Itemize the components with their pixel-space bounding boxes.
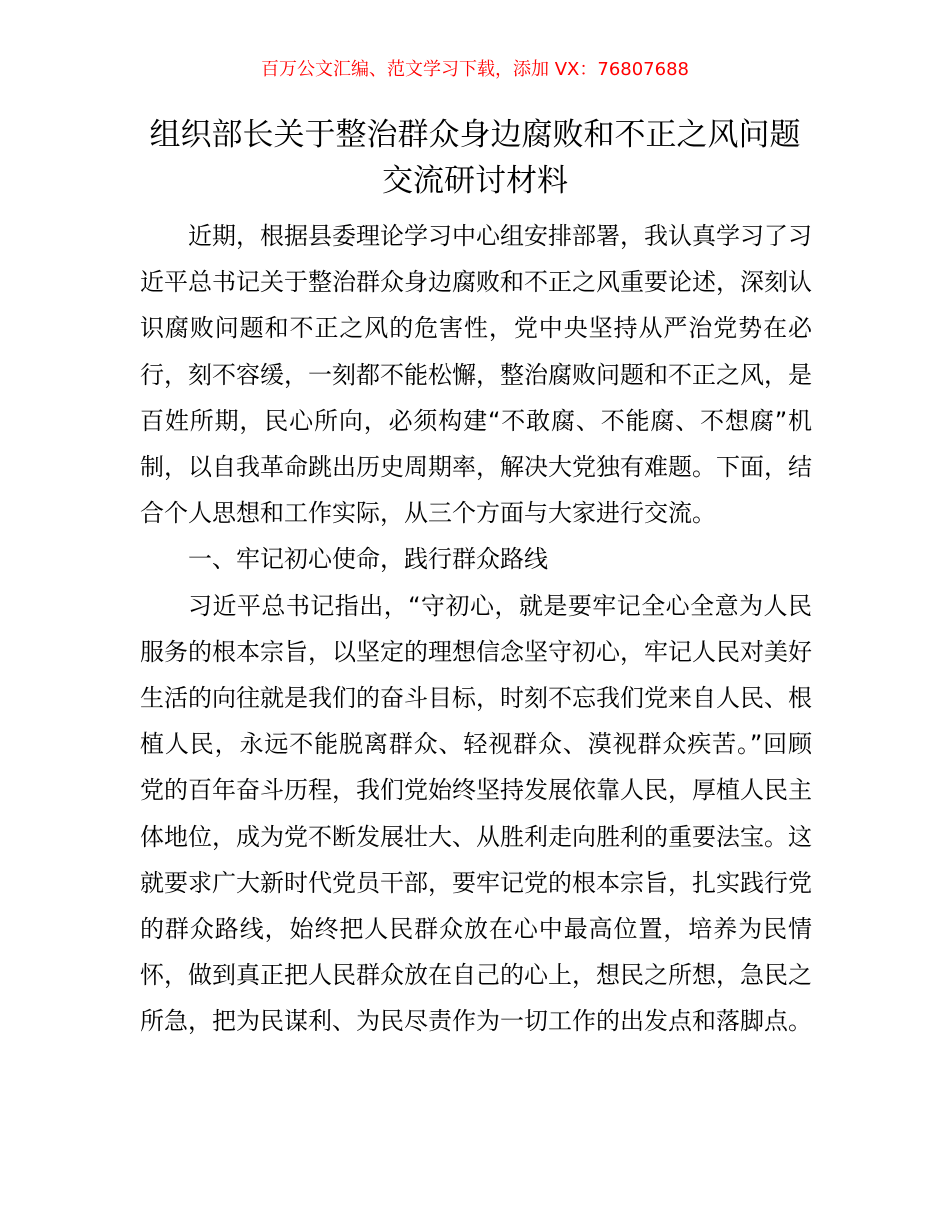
intro-paragraph: 近期，根据县委理论学习中心组安排部署，我认真学习了习近平总书记关于整治群众身边腐败和不正之风重要论述，深刻认识腐败问题和不正之风的危害性，党中央坚持从严治党势在必行，刻不容缓，一刻都不能松懈，整治腐败问题和不正之风，是百姓所期，民心所向，必须构建“不敢腐、不能腐、不想腐”机制，以自我革命跳出历史周期率，解决大党独有难题。下面，结合个人思想和工作实际，从三个方面与大家进行交流。 [140,222,812,528]
document-body [140,213,812,1045]
section-1-paragraph: 习近平总书记指出，“守初心，就是要牢记全心全意为人民服务的根本宗旨，以坚定的理想信念坚守初心，牢记人民对美好生活的向往就是我们的奋斗目标，时刻不忘我们党来自人民、根植人民，永远不能脱离群众、轻视群众、漠视群众疾苦。”回顾党的百年奋斗历程，我们党始终坚持发展依靠人民，厚植人民主体地位，成为党不断发展壮大、从胜利走向胜利的重要法宝。这就要求广大新时代党员干部，要牢记党的根本宗旨，扎实践行党的群众路线，始终把人民群众放在心中最高位置，培养为民情怀，做到真正把人民群众放在自己的心上，想民之所想，急民之所急，把为民谋利、为民尽责作为一切工作的出发点和落脚点。 [140,591,812,1036]
document-title: 组织部长关于整治群众身边腐败和不正之风问题交流研讨材料 [149,117,801,199]
section-heading-1: 一、牢记初心使命，践行群众路线 [188,545,548,574]
header-watermark-note: 百万公文汇编、范文学习下载，添加 VX：76807688 [261,59,689,80]
